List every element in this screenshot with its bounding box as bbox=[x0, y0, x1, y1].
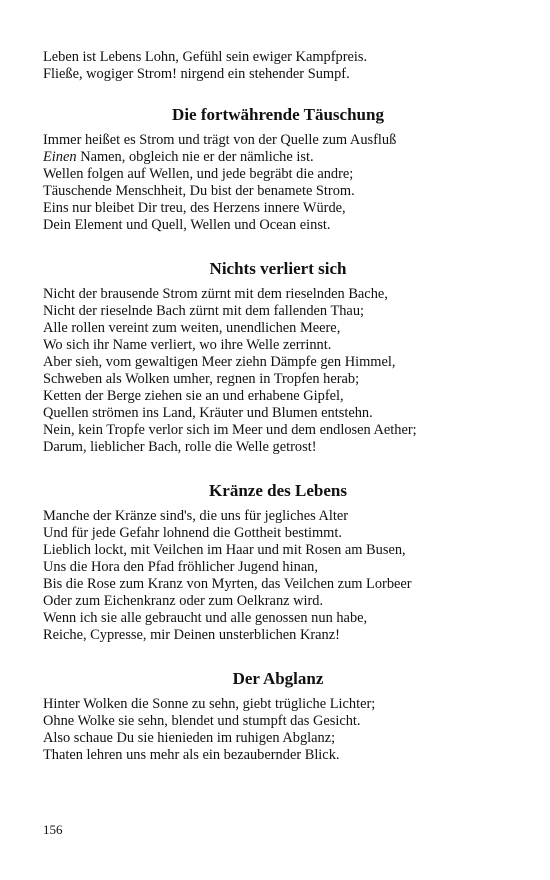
poem-line: Leben ist Lebens Lohn, Gefühl sein ewiger Kampfpreis. bbox=[43, 49, 368, 65]
poem-line: Uns die Hora den Pfad fröhlicher Jugend hinan, bbox=[43, 559, 318, 575]
poem-line: Eins nur bleibet Dir treu, des Herzens innere Würde, bbox=[43, 200, 346, 216]
italic-word: Einen bbox=[43, 149, 77, 165]
poem-line: Oder zum Eichenkranz oder zum Oelkranz wird. bbox=[43, 593, 324, 609]
poem-line: Ohne Wolke sie sehn, blendet und stumpft das Gesicht. bbox=[43, 713, 361, 729]
poem-line: Lieblich lockt, mit Veilchen im Haar und mit Rosen am Busen, bbox=[43, 542, 406, 558]
poem-line: Wo sich ihr Name verliert, wo ihre Welle zerrinnt. bbox=[43, 337, 332, 353]
poem-line bbox=[43, 149, 513, 166]
poem-line: Immer heißet es Strom und trägt von der Quelle zum Ausfluß bbox=[43, 132, 397, 148]
poem-line: Quellen strömen ins Land, Kräuter und Blumen entstehn. bbox=[43, 405, 373, 421]
poem-title: Der Abglanz bbox=[232, 669, 324, 688]
poem-line: Dein Element und Quell, Wellen und Ocean einst. bbox=[43, 217, 331, 233]
poem-line: Täuschende Menschheit, Du bist der benamete Strom. bbox=[43, 183, 355, 199]
poem-line: Nicht der rieselnde Bach zürnt mit dem fallenden Thau; bbox=[43, 303, 365, 319]
poem-line: Darum, lieblicher Bach, rolle die Welle getrost! bbox=[43, 439, 317, 455]
poem-title: Die fortwährende Täuschung bbox=[172, 105, 384, 124]
poem-line: Bis die Rose zum Kranz von Myrten, das Veilchen zum Lorbeer bbox=[43, 576, 412, 592]
poem-title: Nichts verliert sich bbox=[209, 259, 347, 278]
page-body bbox=[43, 49, 513, 764]
poem-line: Hinter Wolken die Sonne zu sehn, giebt trügliche Lichter; bbox=[43, 696, 376, 712]
poem-line: Aber sieh, vom gewaltigen Meer ziehn Dämpfe gen Himmel, bbox=[43, 354, 396, 370]
poem-line: Und für jede Gefahr lohnend die Gottheit bestimmt. bbox=[43, 525, 342, 541]
poem-body bbox=[43, 508, 513, 644]
poem-line: Schweben als Wolken umher, regnen in Tropfen herab; bbox=[43, 371, 360, 387]
poem-body bbox=[43, 132, 513, 234]
poem-line: Manche der Kränze sind's, die uns für jegliches Alter bbox=[43, 508, 349, 524]
poem-line: Wenn ich sie alle gebraucht und alle genossen nun habe, bbox=[43, 610, 368, 626]
poem-line: Fließe, wogiger Strom! nirgend ein stehender Sumpf. bbox=[43, 66, 350, 82]
poem-body bbox=[43, 696, 513, 764]
poem-line: Nicht der brausende Strom zürnt mit dem rieselnden Bache, bbox=[43, 286, 388, 302]
poem-line: Thaten lehren uns mehr als ein bezaubernder Blick. bbox=[43, 747, 340, 763]
poem-line: Ketten der Berge ziehen sie an und erhabene Gipfel, bbox=[43, 388, 344, 404]
poem-title: Kränze des Lebens bbox=[209, 481, 347, 500]
poem-body bbox=[43, 286, 513, 456]
poem-line: Wellen folgen auf Wellen, und jede begräbt die andre; bbox=[43, 166, 354, 182]
intro-stanza bbox=[43, 49, 513, 83]
poem-line: Also schaue Du sie hienieden im ruhigen Abglanz; bbox=[43, 730, 336, 746]
poem-line: Alle rollen vereint zum weiten, unendlichen Meere, bbox=[43, 320, 341, 336]
poem-line: Nein, kein Tropfe verlor sich im Meer und dem endlosen Aether; bbox=[43, 422, 417, 438]
poem-line: Reiche, Cypresse, mir Deinen unsterblichen Kranz! bbox=[43, 627, 340, 643]
page-number: 156 bbox=[43, 822, 63, 837]
poem-line-rest: Namen, obgleich nie er der nämliche ist. bbox=[80, 149, 314, 165]
